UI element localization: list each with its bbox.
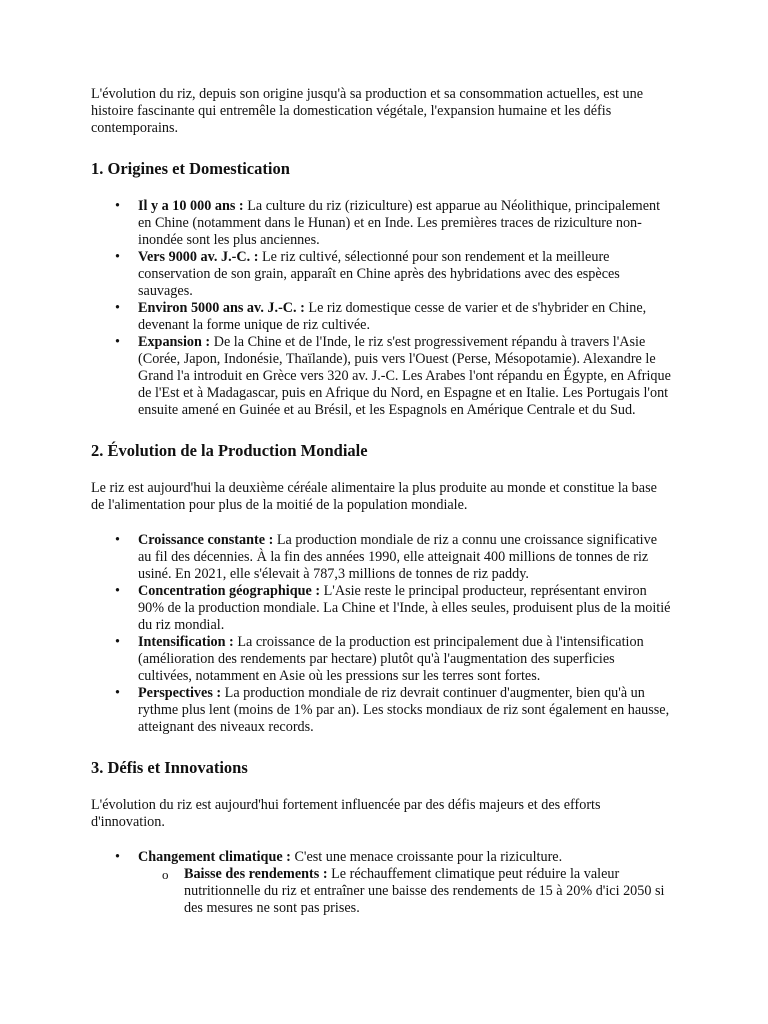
item-text: La production mondiale de riz devrait continuer d'augmenter, bien qu'à un rythme plus lent (moins de 1% par an). Les stocks mondiaux de riz sont également en hausse, atteignant des niveaux records. bbox=[138, 685, 670, 735]
section-3-heading: 3. Défis et Innovations bbox=[91, 758, 248, 777]
item-term: Perspectives : bbox=[138, 685, 222, 701]
item-text: L'Asie reste le principal producteur, représentant environ 90% de la production mondiale. La Chine et l'Inde, à elles seules, produisent plus de la moitié du riz mondial. bbox=[138, 583, 671, 633]
item-text: La culture du riz (riziculture) est apparue au Néolithique, principalement en Chine (notamment dans le Hunan) et en Inde. Les premières traces de riziculture non-inondée sont les plus anciennes. bbox=[138, 198, 661, 248]
section-2-list bbox=[91, 532, 672, 736]
intro-paragraph: L'évolution du riz, depuis son origine jusqu'à sa production et sa consommation actuelles, est une histoire fascinante qui entremêle la domestication végétale, l'expansion humaine et les défis contemporains. bbox=[91, 86, 644, 136]
item-term: Intensification : bbox=[138, 634, 234, 650]
item-text: La production mondiale de riz a connu une croissance significative au fil des décennies. À la fin des années 1990, elle atteignait 400 millions de tonnes de riz usiné. En 2021, elle s'élevait à 787,3 millions de tonnes de riz paddy. bbox=[138, 532, 658, 582]
item-text: Le riz domestique cesse de varier et de s'hybrider en Chine, devenant la forme unique de riz cultivée. bbox=[138, 300, 647, 333]
list-item bbox=[91, 583, 672, 634]
list-item bbox=[91, 334, 672, 419]
section-1-list bbox=[91, 198, 672, 419]
item-text: Le riz cultivé, sélectionné pour son rendement et la meilleure conservation de son grain, apparaît en Chine après des hybridations avec des espèces sauvages. bbox=[138, 249, 620, 299]
item-term: Croissance constante : bbox=[138, 532, 274, 548]
section-3-list bbox=[91, 849, 672, 917]
sub-list-item bbox=[138, 866, 672, 917]
list-item bbox=[91, 849, 672, 917]
list-item bbox=[91, 634, 672, 685]
section-1-heading: 1. Origines et Domestication bbox=[91, 159, 290, 178]
sub-item-term: Baisse des rendements : bbox=[184, 866, 328, 882]
list-item bbox=[91, 198, 672, 249]
section-2-paragraph: Le riz est aujourd'hui la deuxième céréale alimentaire la plus produite au monde et constitue la base de l'alimentation pour plus de la moitié de la population mondiale. bbox=[91, 480, 657, 513]
item-term: Concentration géographique : bbox=[138, 583, 321, 599]
list-item bbox=[91, 685, 672, 736]
item-term: Il y a 10 000 ans : bbox=[138, 198, 244, 214]
item-text: De la Chine et de l'Inde, le riz s'est progressivement répandu à travers l'Asie (Corée, Japon, Indonésie, Thaïlande), puis vers l'Ouest (Perse, Mésopotamie). Alexandre le Grand l'a introduit en Grèce vers 320 av. J.-C. Les Arabes l'ont répandu en Égypte, en Afrique de l'Est et à Madagascar, puis en Afrique du Nord, en Espagne et en Italie. Les Portugais l'ont ensuite amené en Guinée et au Brésil, et les Espagnols en Amérique Centrale et du Sud. bbox=[138, 334, 671, 418]
sub-list bbox=[138, 866, 672, 917]
list-item bbox=[91, 532, 672, 583]
sub-item-text: Le réchauffement climatique peut réduire la valeur nutritionnelle du riz et entraîner une baisse des rendements de 15 à 20% d'ici 2050 si des mesures ne sont pas prises. bbox=[184, 866, 665, 916]
item-term: Vers 9000 av. J.-C. : bbox=[138, 249, 259, 265]
item-term: Environ 5000 ans av. J.-C. : bbox=[138, 300, 305, 316]
item-term: Changement climatique : bbox=[138, 849, 291, 865]
section-3-paragraph: L'évolution du riz est aujourd'hui fortement influencée par des défis majeurs et des efforts d'innovation. bbox=[91, 797, 601, 830]
item-text: La croissance de la production est principalement due à l'intensification (amélioration des rendements par hectare) plutôt qu'à l'augmentation des superficies cultivées, notamment en Asie où les pressions sur les terres sont fortes. bbox=[138, 634, 644, 684]
item-term: Expansion : bbox=[138, 334, 211, 350]
section-2-heading: 2. Évolution de la Production Mondiale bbox=[91, 441, 368, 460]
list-item bbox=[91, 300, 672, 334]
item-text: C'est une menace croissante pour la riziculture. bbox=[290, 849, 563, 865]
list-item bbox=[91, 249, 672, 300]
